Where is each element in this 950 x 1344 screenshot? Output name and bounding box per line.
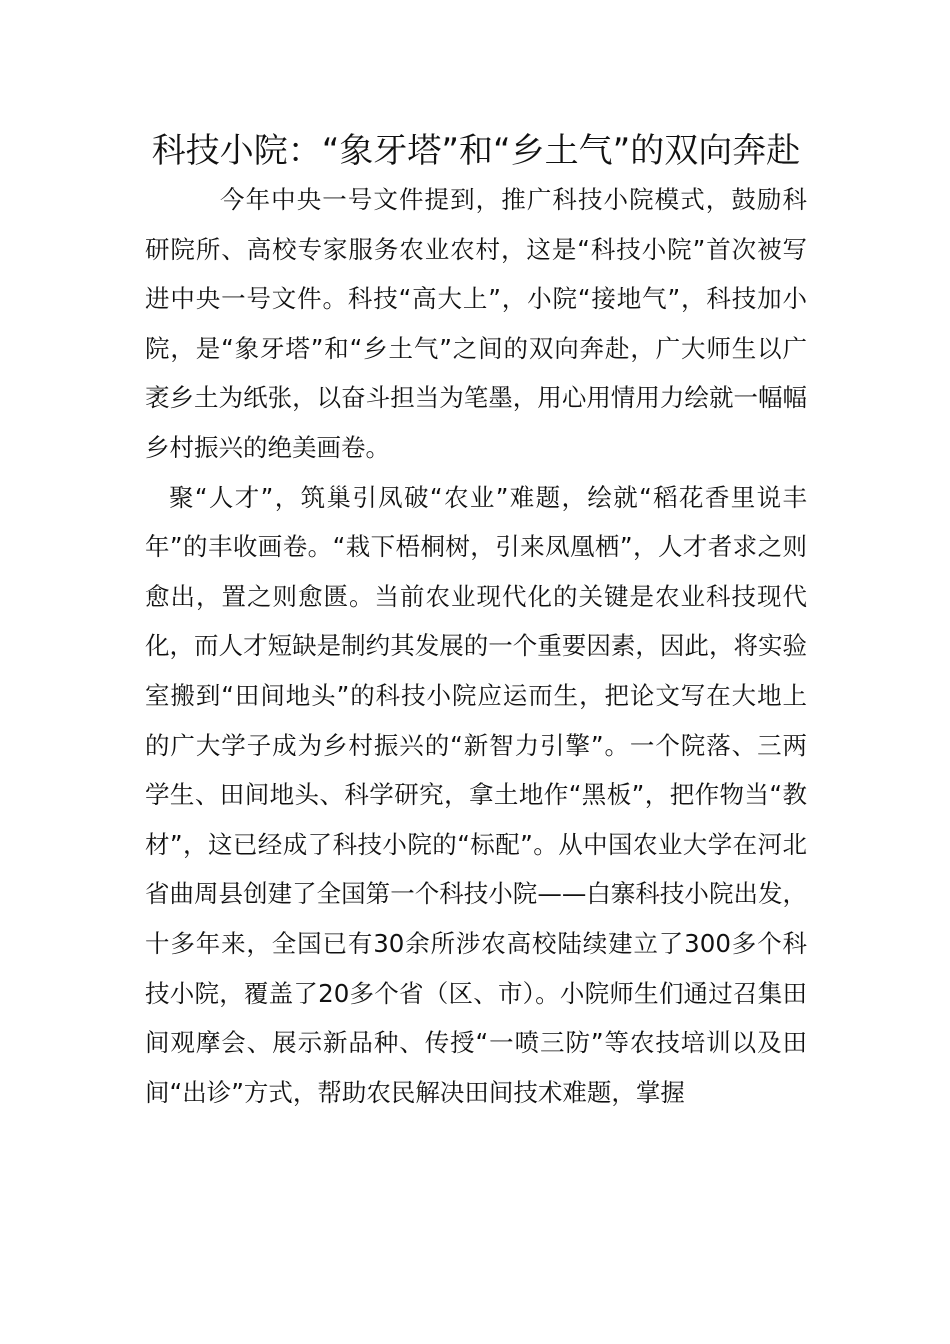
document-page <box>145 128 807 1117</box>
paragraph-talent: 聚“人才”，筑巢引凤破“农业”难题，绘就“稻花香里说丰年”的丰收画卷。“栽下梧桐树，引来凤凰栖”，人才者求之则愈出，置之则愈匮。当前农业现代化的关键是农业科技现代化，而人才短缺是制约其发展的一个重要因素，因此，将实验室搬到“田间地头”的科技小院应运而生，把论文写在大地上的广大学子成为乡村振兴的“新智力引擎”。一个院落、三两学生、田间地头、科学研究，拿土地作“黑板”，把作物当“教材”，这已经成了科技小院的“标配”。从中国农业大学在河北省曲周县创建了全国第一个科技小院——白寨科技小院出发，十多年来，全国已有30余所涉农高校陆续建立了300多个科技小院，覆盖了20多个省（区、市）。小院师生们通过召集田间观摩会、展示新品种、传授“一喷三防”等农技培训以及田间“出诊”方式，帮助农民解决田间技术难题，掌握 <box>145 482 807 1107</box>
document-title: 科技小院：“象牙塔”和“乡土气”的双向奔赴 <box>151 131 801 171</box>
paragraph-intro: 今年中央一号文件提到，推广科技小院模式，鼓励科研院所、高校专家服务农业农村，这是“科技小院”首次被写进中央一号文件。科技“高大上”，小院“接地气”，科技加小院，是“象牙塔”和“乡土气”之间的双向奔赴，广大师生以广袤乡土为纸张，以奋斗担当为笔墨，用心用情用力绘就一幅幅乡村振兴的绝美画卷。 <box>145 185 807 462</box>
